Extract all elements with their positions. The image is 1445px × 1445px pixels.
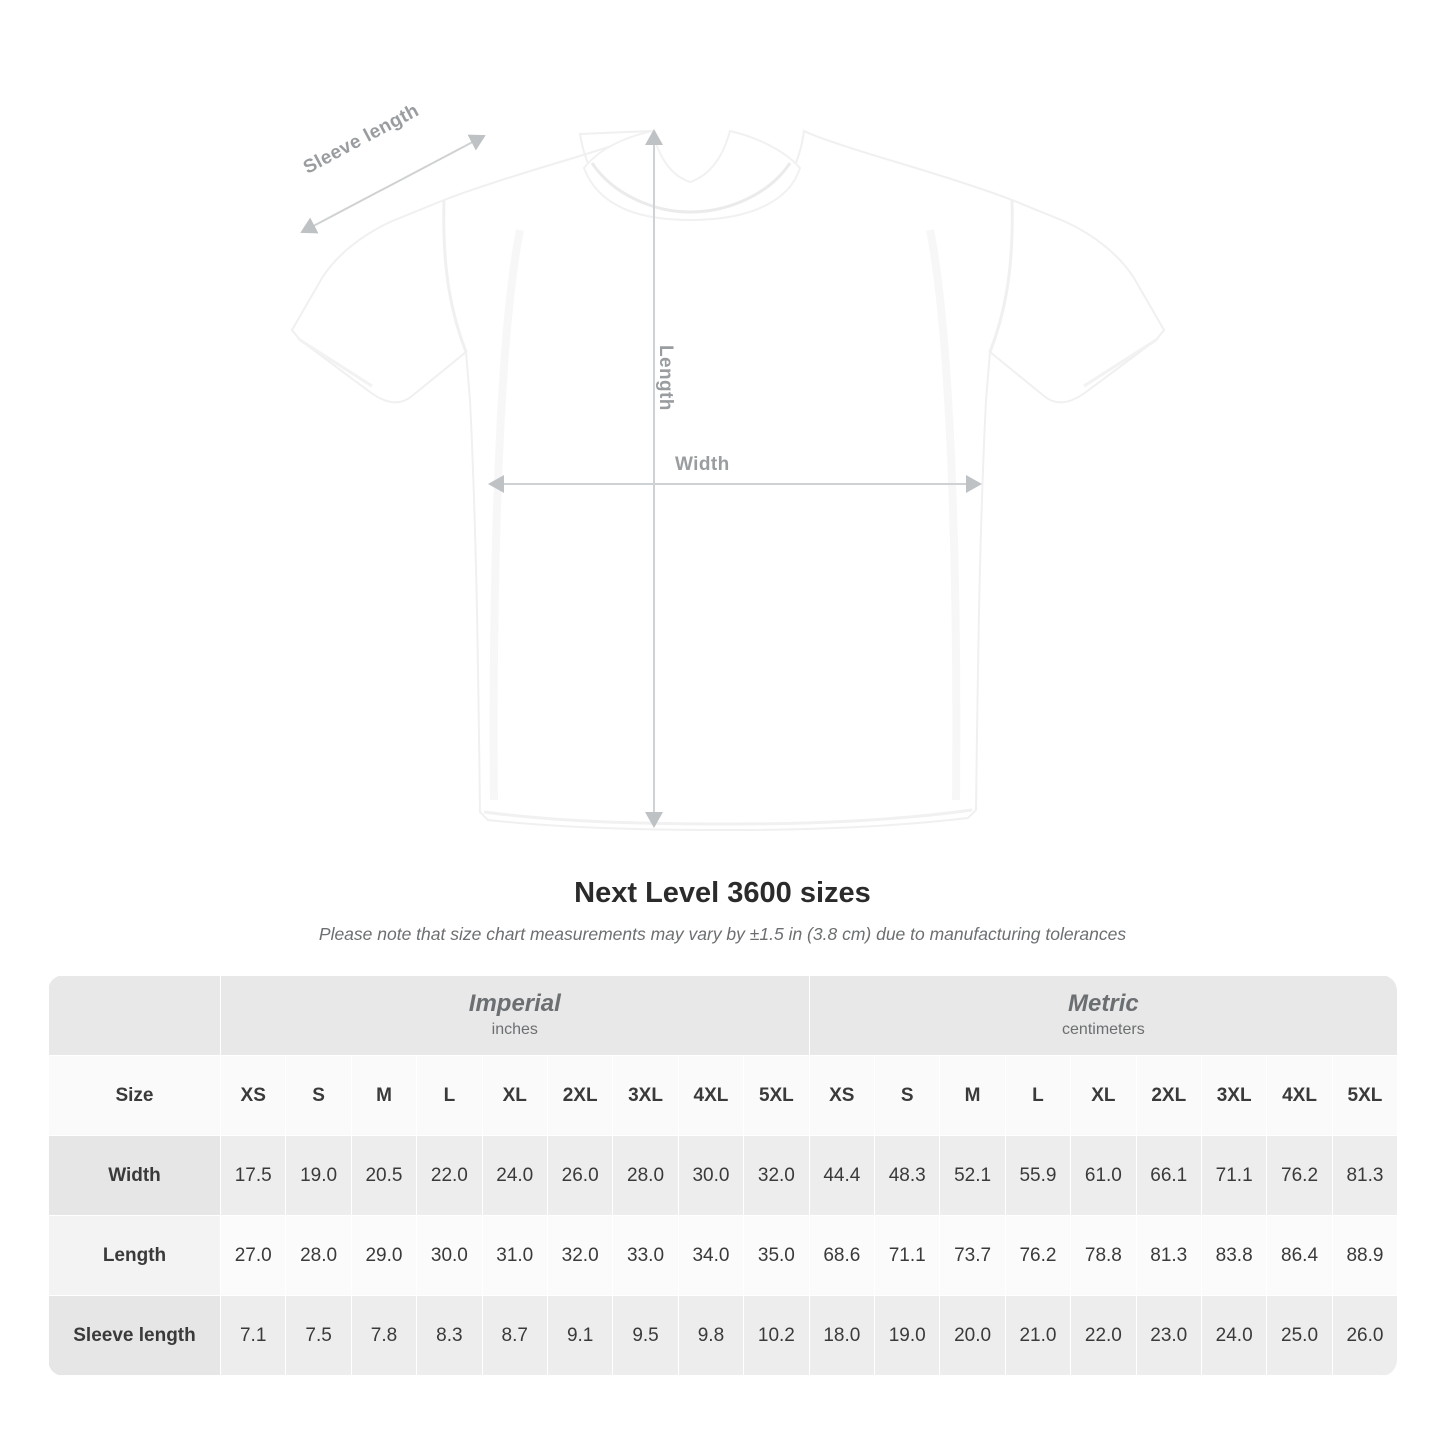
cell: 23.0 — [1136, 1296, 1201, 1376]
cell: 20.5 — [351, 1136, 416, 1216]
row-label-length: Length — [49, 1216, 221, 1296]
cell: 31.0 — [482, 1216, 547, 1296]
cell: 26.0 — [547, 1136, 612, 1216]
cell: 9.1 — [547, 1296, 612, 1376]
size-cell: XL — [482, 1056, 547, 1136]
table-row — [49, 1136, 1398, 1216]
cell: 29.0 — [351, 1216, 416, 1296]
cell: 30.0 — [678, 1136, 743, 1216]
cell: 66.1 — [1136, 1136, 1201, 1216]
size-cell: XS — [221, 1056, 286, 1136]
cell: 9.5 — [613, 1296, 678, 1376]
unit-header-imperial — [221, 976, 810, 1056]
table-row — [49, 1216, 1398, 1296]
cell: 7.5 — [286, 1296, 351, 1376]
size-row — [49, 1056, 1398, 1136]
cell: 24.0 — [482, 1136, 547, 1216]
size-cell: M — [940, 1056, 1005, 1136]
cell: 22.0 — [1071, 1296, 1136, 1376]
cell: 19.0 — [286, 1136, 351, 1216]
length-label: Length — [655, 345, 676, 411]
size-table-wrapper — [48, 975, 1397, 1376]
cell: 88.9 — [1332, 1216, 1397, 1296]
size-cell: XS — [809, 1056, 874, 1136]
cell: 52.1 — [940, 1136, 1005, 1216]
cell: 21.0 — [1005, 1296, 1070, 1376]
cell: 71.1 — [1201, 1136, 1266, 1216]
cell: 10.2 — [744, 1296, 809, 1376]
cell: 28.0 — [286, 1216, 351, 1296]
title-block — [0, 877, 1445, 945]
size-cell: L — [1005, 1056, 1070, 1136]
cell: 78.8 — [1071, 1216, 1136, 1296]
tolerance-note: Please note that size chart measurements may vary by ±1.5 in (3.8 cm) due to manufacturing tolerances — [318, 924, 1127, 944]
cell: 19.0 — [875, 1296, 940, 1376]
cell: 81.3 — [1332, 1136, 1397, 1216]
size-cell: L — [417, 1056, 482, 1136]
cell: 61.0 — [1071, 1136, 1136, 1216]
cell: 30.0 — [417, 1216, 482, 1296]
size-cell: S — [875, 1056, 940, 1136]
size-cell: 2XL — [1136, 1056, 1201, 1136]
size-cell: 5XL — [744, 1056, 809, 1136]
cell: 25.0 — [1267, 1296, 1332, 1376]
cell: 73.7 — [940, 1216, 1005, 1296]
cell: 68.6 — [809, 1216, 874, 1296]
cell: 17.5 — [221, 1136, 286, 1216]
size-cell: 4XL — [678, 1056, 743, 1136]
tshirt-shape — [292, 131, 1164, 830]
cell: 81.3 — [1136, 1216, 1201, 1296]
cell: 22.0 — [417, 1136, 482, 1216]
size-cell: 3XL — [613, 1056, 678, 1136]
unit-header-row — [49, 976, 1398, 1056]
size-cell: 5XL — [1332, 1056, 1397, 1136]
cell: 35.0 — [744, 1216, 809, 1296]
page-title: Next Level 3600 sizes — [574, 877, 871, 909]
cell: 7.8 — [351, 1296, 416, 1376]
cell: 48.3 — [875, 1136, 940, 1216]
cell: 8.7 — [482, 1296, 547, 1376]
unit-header-metric — [809, 976, 1397, 1056]
cell: 33.0 — [613, 1216, 678, 1296]
cell: 8.3 — [417, 1296, 482, 1376]
cell: 20.0 — [940, 1296, 1005, 1376]
cell: 83.8 — [1201, 1216, 1266, 1296]
unit-header-blank — [49, 976, 221, 1056]
cell: 24.0 — [1201, 1296, 1266, 1376]
cell: 9.8 — [678, 1296, 743, 1376]
cell: 76.2 — [1005, 1216, 1070, 1296]
cell: 26.0 — [1332, 1296, 1397, 1376]
unit-name-metric: Metric — [1068, 990, 1139, 1018]
size-table — [48, 975, 1397, 1376]
size-cell: S — [286, 1056, 351, 1136]
cell: 44.4 — [809, 1136, 874, 1216]
sleeve-length-label: Sleeve length — [300, 100, 423, 179]
row-label-sleeve-length: Sleeve length — [49, 1296, 221, 1376]
size-column-label: Size — [49, 1056, 221, 1136]
cell: 86.4 — [1267, 1216, 1332, 1296]
cell: 32.0 — [547, 1216, 612, 1296]
size-cell: 4XL — [1267, 1056, 1332, 1136]
size-cell: M — [351, 1056, 416, 1136]
row-label-width: Width — [49, 1136, 221, 1216]
cell: 27.0 — [221, 1216, 286, 1296]
cell: 71.1 — [875, 1216, 940, 1296]
size-cell: 3XL — [1201, 1056, 1266, 1136]
table-row — [49, 1296, 1398, 1376]
unit-name-imperial: Imperial — [468, 990, 561, 1018]
cell: 34.0 — [678, 1216, 743, 1296]
size-cell: 2XL — [547, 1056, 612, 1136]
width-label: Width — [675, 454, 730, 475]
unit-sub-imperial: inches — [491, 1021, 538, 1039]
cell: 55.9 — [1005, 1136, 1070, 1216]
unit-sub-metric: centimeters — [1062, 1021, 1145, 1039]
size-cell: XL — [1071, 1056, 1136, 1136]
cell: 76.2 — [1267, 1136, 1332, 1216]
cell: 32.0 — [744, 1136, 809, 1216]
cell: 7.1 — [221, 1296, 286, 1376]
cell: 18.0 — [809, 1296, 874, 1376]
cell: 28.0 — [613, 1136, 678, 1216]
